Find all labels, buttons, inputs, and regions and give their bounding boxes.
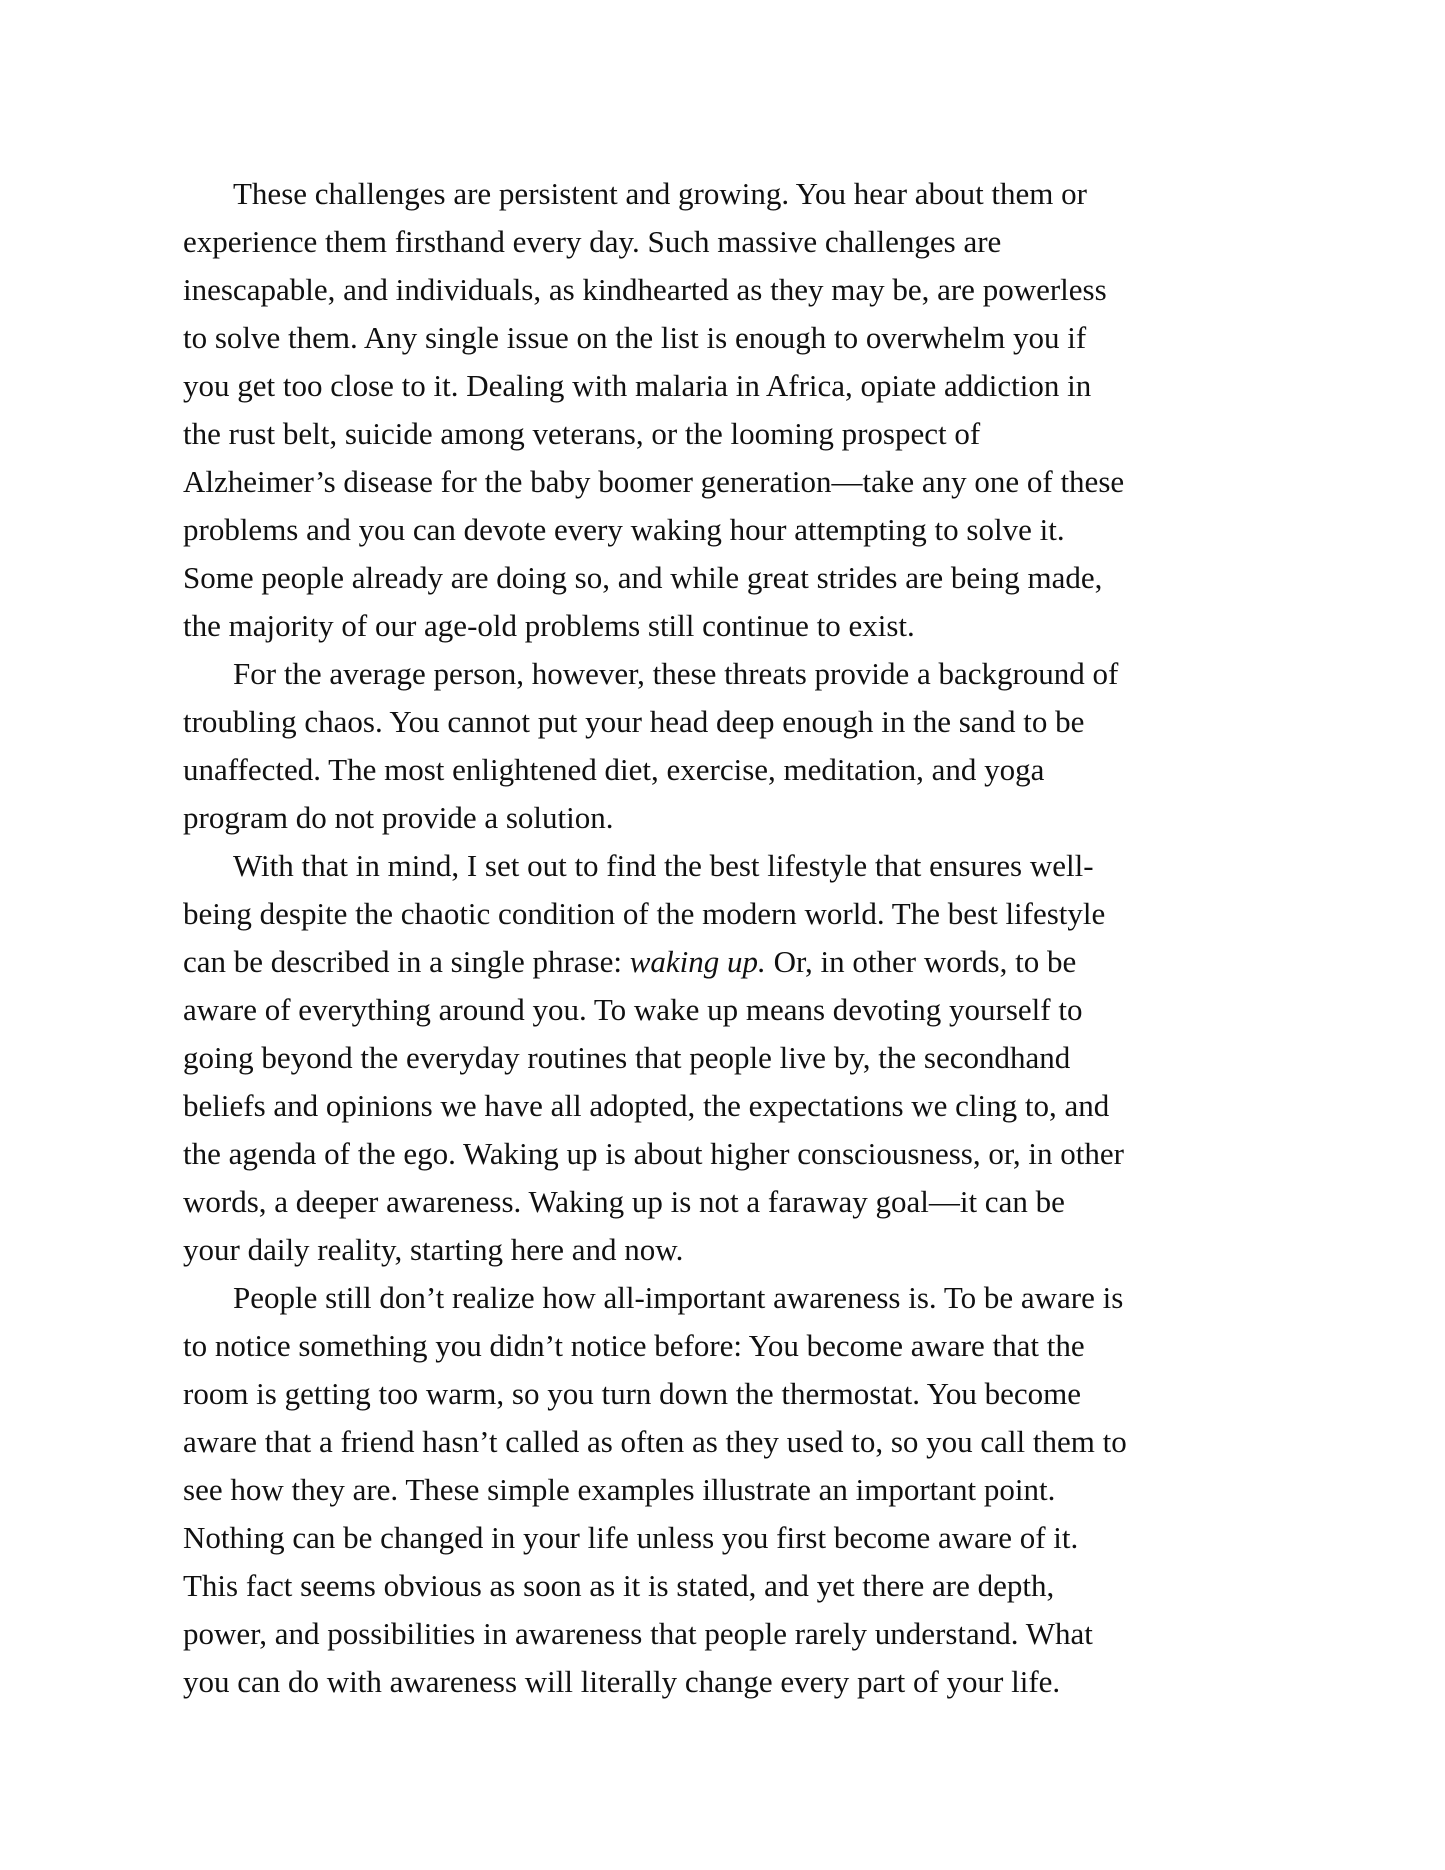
paragraph	[183, 650, 1283, 842]
text-line: room is getting too warm, so you turn down the thermostat. You become	[183, 1376, 1082, 1411]
paragraph	[183, 842, 1283, 1274]
text-line: This fact seems obvious as soon as it is stated, and yet there are depth,	[183, 1568, 1055, 1603]
text-line: power, and possibilities in awareness that people rarely understand. What	[183, 1616, 1093, 1651]
text-line: problems and you can devote every waking hour attempting to solve it.	[183, 512, 1065, 547]
text-line: Nothing can be changed in your life unless you first become aware of it.	[183, 1520, 1079, 1555]
text-line: your daily reality, starting here and now.	[183, 1232, 684, 1267]
body-text	[183, 170, 1283, 1706]
text-segment: can be described in a single phrase:	[183, 944, 630, 979]
text-line: to solve them. Any single issue on the list is enough to overwhelm you if	[183, 320, 1087, 355]
text-line: program do not provide a solution.	[183, 800, 614, 835]
text-line: the agenda of the ego. Waking up is about higher consciousness, or, in other	[183, 1136, 1124, 1171]
text-line: Alzheimer’s disease for the baby boomer generation—take any one of these	[183, 464, 1125, 499]
text-line: words, a deeper awareness. Waking up is not a faraway goal—it can be	[183, 1184, 1065, 1219]
paragraph	[183, 1274, 1283, 1706]
italic-phrase: waking up.	[629, 944, 766, 979]
text-line: inescapable, and individuals, as kindhearted as they may be, are powerless	[183, 272, 1107, 307]
text-line: People still don’t realize how all-important awareness is. To be aware is	[233, 1280, 1124, 1315]
text-line: aware that a friend hasn’t called as often as they used to, so you call them to	[183, 1424, 1127, 1459]
text-line: For the average person, however, these threats provide a background of	[233, 656, 1119, 691]
text-line: being despite the chaotic condition of the modern world. The best lifestyle	[183, 896, 1106, 931]
text-line: Some people already are doing so, and while great strides are being made,	[183, 560, 1103, 595]
text-line: experience them firsthand every day. Such massive challenges are	[183, 224, 1002, 259]
text-line: unaffected. The most enlightened diet, exercise, meditation, and yoga	[183, 752, 1045, 787]
paragraph	[183, 170, 1283, 650]
text-line: troubling chaos. You cannot put your head deep enough in the sand to be	[183, 704, 1085, 739]
text-line: aware of everything around you. To wake up means devoting yourself to	[183, 992, 1083, 1027]
text-line: the majority of our age-old problems still continue to exist.	[183, 608, 915, 643]
text-line: you get too close to it. Dealing with malaria in Africa, opiate addiction in	[183, 368, 1092, 403]
text-line: see how they are. These simple examples illustrate an important point.	[183, 1472, 1056, 1507]
text-line: going beyond the everyday routines that people live by, the secondhand	[183, 1040, 1071, 1075]
text-line: beliefs and opinions we have all adopted, the expectations we cling to, and	[183, 1088, 1110, 1123]
text-line: With that in mind, I set out to find the best lifestyle that ensures well-	[233, 848, 1094, 883]
text-line: These challenges are persistent and growing. You hear about them or	[233, 176, 1087, 211]
text-line: you can do with awareness will literally change every part of your life.	[183, 1664, 1061, 1699]
text-segment: Or, in other words, to be	[765, 944, 1077, 979]
text-line: the rust belt, suicide among veterans, or the looming prospect of	[183, 416, 981, 451]
text-line: to notice something you didn’t notice before: You become aware that the	[183, 1328, 1085, 1363]
text-line	[183, 938, 1283, 986]
